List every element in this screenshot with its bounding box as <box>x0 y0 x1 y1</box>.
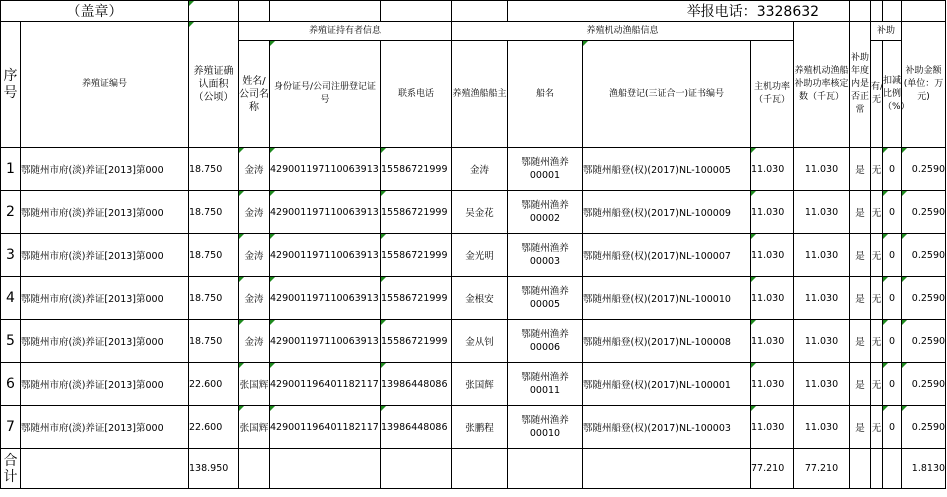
header-row-1 <box>1 22 946 41</box>
total-label: 合计 <box>1 449 21 489</box>
table-row: 2 鄂随州市府(淡)养证[2013]第000 18.750 金涛 429001197110063913 15586721999 吴金花 鄂随州渔养00002 鄂随州船登(权)(2017)NL-100009 11.030 11.030 是 无 0 0.2590 <box>1 191 946 234</box>
total-subsidy-power: 77.210 <box>794 449 850 489</box>
table-row: 4 鄂随州市府(淡)养证[2013]第000 18.750 金涛 429001197110063913 15586721999 金根安 鄂随州渔养00005 鄂随州船登(权)(2017)NL-100010 11.030 11.030 是 无 0 0.2590 <box>1 277 946 320</box>
header-name: 姓名/公司名称 <box>239 41 270 148</box>
total-power: 77.210 <box>751 449 794 489</box>
header-subsidy-power: 养殖机动渔船补助功率核定数（千瓦） <box>794 22 850 148</box>
header-amount: 补助金额(单位：万元) <box>902 22 946 148</box>
header-main-power: 主机功率（千瓦） <box>751 41 794 148</box>
table-row: 6 鄂随州市府(淡)养证[2013]第000 22.600 张国辉 429001196401182117 13986448086 张国辉 鄂随州渔养00011 鄂随州船登(权)(2017)NL-100001 11.030 11.030 是 无 0 0.2590 <box>1 363 946 406</box>
header-area: 养殖证确认面积（公顷） <box>189 22 239 148</box>
total-amount: 1.8130 <box>902 449 946 489</box>
table-row: 7 鄂随州市府(淡)养证[2013]第000 22.600 张国辉 429001196401182117 13986448086 张鹏程 鄂随州渔养00010 鄂随州船登(权)(2017)NL-100003 11.030 11.030 是 无 0 0.2590 <box>1 406 946 449</box>
stamp-label: （盖章） <box>66 4 123 20</box>
top-row <box>1 1 946 22</box>
total-area: 138.950 <box>189 449 239 489</box>
header-holder-group: 养殖证持有者信息 <box>239 22 452 41</box>
report-phone-cell <box>508 1 850 22</box>
header-id-no: 身份证号/公司注册登记证号 <box>270 41 381 148</box>
table-row: 5 鄂随州市府(淡)养证[2013]第000 18.750 金涛 429001197110063913 15586721999 金从钊 鄂随州渔养00006 鄂随州船登(权)(2017)NL-100008 11.030 11.030 是 无 0 0.2590 <box>1 320 946 363</box>
table-row: 1 鄂随州市府(淡)养证[2013]第000 18.750 金涛 429001197110063913 15586721999 金涛 鄂随州渔养00001 鄂随州船登(权)(2017)NL-100005 11.030 11.030 是 无 0 0.2590 <box>1 148 946 191</box>
header-boat-name: 船名 <box>508 41 583 148</box>
header-normal-flag: 补助年度内是否正常 <box>850 22 871 148</box>
header-has-flag: 有/无 <box>871 41 883 148</box>
header-phone: 联系电话 <box>381 41 452 148</box>
header-boat-group: 养殖机动渔船信息 <box>452 22 794 41</box>
total-row <box>1 449 946 489</box>
header-deduct: 扣减比例（%） <box>883 41 902 148</box>
stamp-cell <box>1 1 189 22</box>
table-row: 3 鄂随州市府(淡)养证[2013]第000 18.750 金涛 429001197110063913 15586721999 金光明 鄂随州渔养00003 鄂随州船登(权)(2017)NL-100007 11.030 11.030 是 无 0 0.2590 <box>1 234 946 277</box>
header-boat-cert: 渔船登记(三证合一)证书编号 <box>583 41 751 148</box>
header-cert-no: 养殖证编号 <box>21 22 189 148</box>
report-phone-label: 举报电话： <box>686 4 757 20</box>
header-seq: 序号 <box>1 22 21 148</box>
header-subsidy-group: 补助 <box>871 22 902 41</box>
report-phone-number: 3328632 <box>756 4 820 20</box>
header-owner: 养殖渔船船主 <box>452 41 508 148</box>
